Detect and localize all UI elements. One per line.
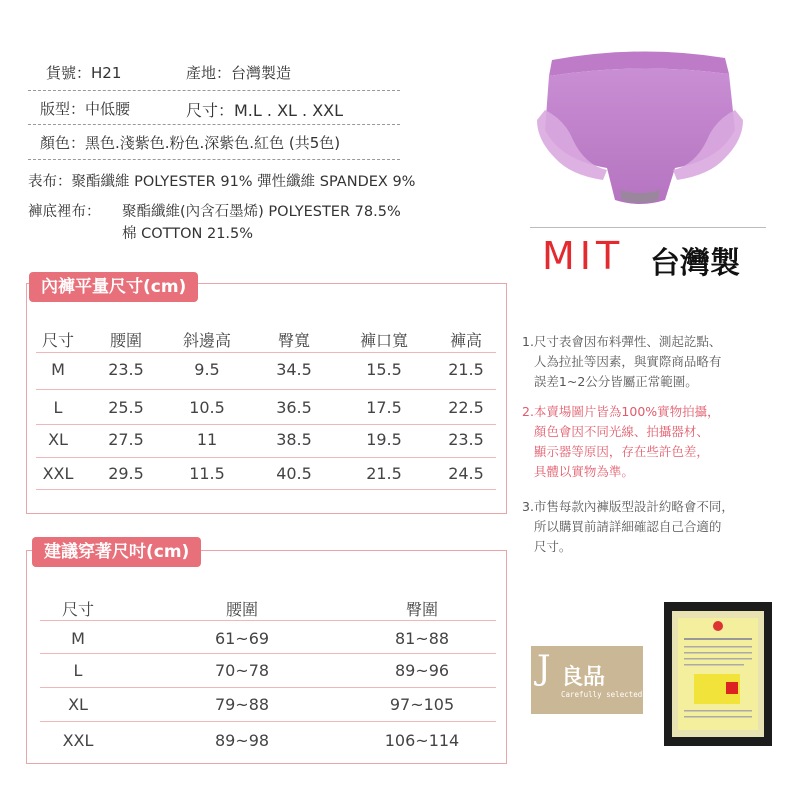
mit-label: MIT <box>542 234 625 278</box>
wear-size-cell: XXL <box>62 731 94 750</box>
flat-size-cell: 19.5 <box>366 430 402 449</box>
made-in-taiwan-label: 台灣製 <box>650 246 740 281</box>
wear-size-row-divider <box>40 721 496 722</box>
flat-size-row-divider <box>36 457 496 458</box>
flat-size-cell: XL <box>48 430 68 449</box>
logo-mark: J <box>537 648 551 688</box>
wear-size-cell: 89~98 <box>214 731 270 750</box>
flat-size-row-divider <box>36 424 496 425</box>
note-2: 2.本賣場圖片皆為100%實物拍攝， 顏色會因不同光線、拍攝器材、 顯示器等原因，存在些許色差， 具體以實物為準。 <box>522 404 720 479</box>
flat-size-header-2: 斜邊高 <box>182 331 231 350</box>
wear-size-cell: M <box>71 629 85 648</box>
flat-size-cell: 11 <box>196 430 218 449</box>
flat-size-header-4: 褲口寬 <box>359 331 408 350</box>
flat-size-cell: 21.5 <box>448 360 484 379</box>
divider <box>28 159 400 160</box>
certificate-image <box>664 602 772 746</box>
wear-size-cell: 89~96 <box>394 661 450 680</box>
flat-size-header-5: 褲高 <box>449 331 482 350</box>
flat-size-row-divider <box>36 389 496 390</box>
wear-size-cell: 61~69 <box>214 629 270 648</box>
certificate-document <box>664 602 772 746</box>
flat-size-cell: 9.5 <box>194 360 220 379</box>
flat-size-cell: 25.5 <box>108 398 144 417</box>
logo-tagline: Carefully selected <box>561 690 643 699</box>
divider <box>28 124 400 125</box>
wear-size-row-divider <box>40 653 496 654</box>
color-options: 顏色：黑色.淺紫色.粉色.深紫色.紅色 (共5色) <box>40 134 341 152</box>
item-number: 貨號：H21 <box>46 64 122 82</box>
flat-size-title: 內褲平量尺寸(cm) <box>29 272 198 302</box>
flat-size-cell: 11.5 <box>189 464 225 483</box>
lining-label: 褲底裡布： <box>28 204 101 220</box>
wear-size-cell: 81~88 <box>394 629 450 648</box>
mit-divider <box>530 227 766 228</box>
brand-logo <box>531 646 643 714</box>
flat-size-header-3: 臀寬 <box>277 331 310 350</box>
flat-size-row-divider <box>36 489 496 490</box>
flat-size-cell: 27.5 <box>108 430 144 449</box>
outer-fabric: 表布：聚酯纖維 POLYESTER 91% 彈性纖維 SPANDEX 9% <box>28 174 416 190</box>
divider <box>28 90 400 91</box>
flat-size-cell: 21.5 <box>366 464 402 483</box>
wear-size-cell: XL <box>68 695 88 714</box>
size-range: 尺寸：M.L . XL . XXL <box>186 101 344 120</box>
flat-size-header-0: 尺寸 <box>41 331 74 350</box>
flat-size-cell: 17.5 <box>366 398 402 417</box>
wear-size-cell: L <box>73 661 83 680</box>
note-3: 3.市售每款內褲版型設計約略會不同， 所以購買前請詳細確認自己合適的 尺寸。 <box>522 499 734 554</box>
lining-fabric-cotton: 棉 COTTON 21.5% <box>122 226 254 242</box>
flat-size-row-divider <box>36 352 496 353</box>
flat-size-cell: 34.5 <box>276 360 312 379</box>
flat-size-cell: 38.5 <box>276 430 312 449</box>
flat-size-header-1: 腰圍 <box>109 331 142 350</box>
lining-fabric: 聚酯纖維(內含石墨烯) POLYESTER 78.5% <box>122 204 401 220</box>
flat-size-cell: 23.5 <box>448 430 484 449</box>
origin: 產地：台灣製造 <box>186 64 292 82</box>
wear-size-row-divider <box>40 620 496 621</box>
flat-size-cell: L <box>53 398 63 417</box>
emblem-icon <box>713 621 723 631</box>
flat-size-cell: XXL <box>42 464 74 483</box>
logo-text: 良品 <box>561 665 606 690</box>
flat-size-cell: 40.5 <box>276 464 312 483</box>
wear-size-cell: 106~114 <box>384 731 460 750</box>
wear-size-cell: 70~78 <box>214 661 270 680</box>
wear-size-title: 建議穿著尺吋(cm) <box>32 537 201 567</box>
wear-size-cell: 97~105 <box>389 695 455 714</box>
stamp-icon <box>726 682 738 694</box>
flat-size-cell: 15.5 <box>366 360 402 379</box>
flat-size-cell: 10.5 <box>189 398 225 417</box>
flat-size-cell: 36.5 <box>276 398 312 417</box>
wear-size-header-2: 臀圍 <box>405 600 438 619</box>
flat-size-cell: 22.5 <box>448 398 484 417</box>
flat-size-cell: 29.5 <box>108 464 144 483</box>
product-image <box>515 40 765 215</box>
wear-size-cell: 79~88 <box>214 695 270 714</box>
brief-body <box>545 68 735 204</box>
wear-size-header-1: 腰圍 <box>225 600 258 619</box>
note-1: 1.尺寸表會因布料彈性、測起訖點、 人為拉扯等因素，與實際商品略有 誤差1~2公分皆屬正常範圍。 <box>522 334 722 389</box>
fit-style: 版型：中低腰 <box>40 100 131 118</box>
flat-size-cell: M <box>51 360 65 379</box>
wear-size-header-0: 尺寸 <box>61 600 94 619</box>
flat-size-cell: 24.5 <box>448 464 484 483</box>
wear-size-row-divider <box>40 687 496 688</box>
flat-size-cell: 23.5 <box>108 360 144 379</box>
